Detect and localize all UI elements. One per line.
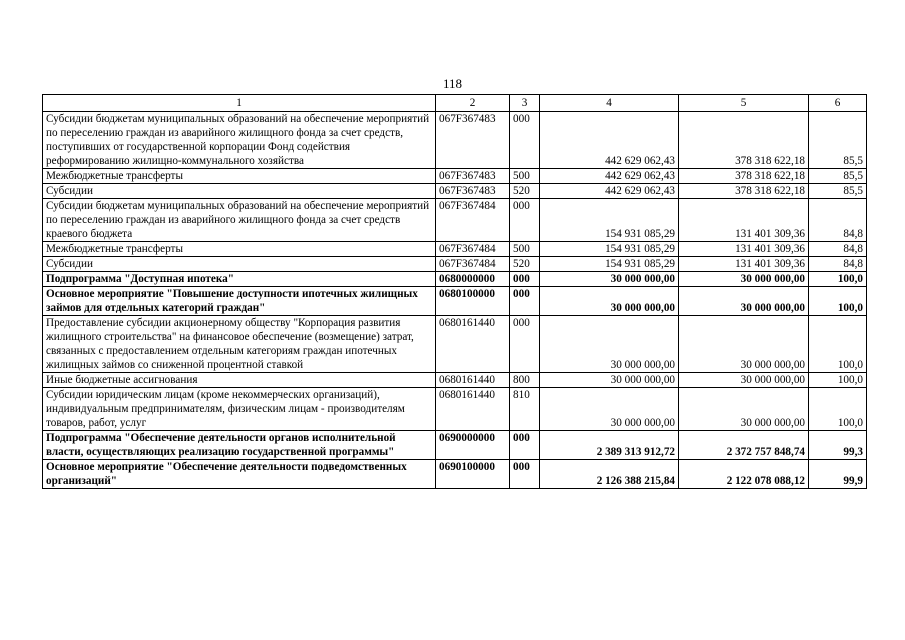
row-type-cell: 000 [510, 287, 540, 316]
page-number: 118 [442, 76, 463, 91]
row-plan-amount: 30 000 000,00 [540, 388, 679, 431]
row-percent: 100,0 [809, 316, 867, 373]
column-header: 6 [809, 95, 867, 112]
row-code-cell: 067F367483 [436, 169, 510, 184]
row-plan-amount: 154 931 085,29 [540, 242, 679, 257]
row-fact-amount: 2 122 078 088,12 [679, 460, 809, 489]
row-percent: 85,5 [809, 169, 867, 184]
row-name-cell: Субсидии бюджетам муниципальных образований на обеспечение мероприятий по переселению граждан из аварийного жилищного фонда за счет средств краевого бюджета [43, 199, 436, 242]
row-type-cell: 000 [510, 112, 540, 169]
row-fact-amount: 131 401 309,36 [679, 242, 809, 257]
row-code-cell: 0680100000 [436, 287, 510, 316]
row-percent: 84,8 [809, 257, 867, 272]
row-type-cell: 000 [510, 316, 540, 373]
column-header: 3 [510, 95, 540, 112]
row-plan-amount: 30 000 000,00 [540, 373, 679, 388]
row-code-cell: 0690000000 [436, 431, 510, 460]
row-type-cell: 000 [510, 431, 540, 460]
row-percent: 85,5 [809, 112, 867, 169]
column-header: 5 [679, 95, 809, 112]
row-name-cell: Субсидии [43, 184, 436, 199]
table-row [43, 242, 867, 257]
row-fact-amount: 2 372 757 848,74 [679, 431, 809, 460]
row-fact-amount: 378 318 622,18 [679, 184, 809, 199]
row-percent: 100,0 [809, 373, 867, 388]
row-fact-amount: 30 000 000,00 [679, 287, 809, 316]
budget-table [42, 94, 867, 489]
row-fact-amount: 30 000 000,00 [679, 316, 809, 373]
row-percent: 84,8 [809, 242, 867, 257]
row-name-cell: Субсидии юридическим лицам (кроме некоммерческих организаций), индивидуальным предпринимателям, физическим лицам - производителям товаров, работ, услуг [43, 388, 436, 431]
column-header: 4 [540, 95, 679, 112]
row-type-cell: 810 [510, 388, 540, 431]
table-row [43, 287, 867, 316]
row-plan-amount: 2 126 388 215,84 [540, 460, 679, 489]
row-code-cell: 067F367484 [436, 242, 510, 257]
table-row [43, 199, 867, 242]
row-fact-amount: 30 000 000,00 [679, 388, 809, 431]
column-header: 2 [436, 95, 510, 112]
table-row [43, 112, 867, 169]
row-name-cell: Межбюджетные трансферты [43, 242, 436, 257]
row-code-cell: 0680161440 [436, 316, 510, 373]
row-plan-amount: 442 629 062,43 [540, 184, 679, 199]
row-fact-amount: 30 000 000,00 [679, 272, 809, 287]
row-plan-amount: 442 629 062,43 [540, 169, 679, 184]
row-plan-amount: 2 389 313 912,72 [540, 431, 679, 460]
row-plan-amount: 30 000 000,00 [540, 272, 679, 287]
row-type-cell: 520 [510, 257, 540, 272]
row-percent: 100,0 [809, 272, 867, 287]
row-code-cell: 0690100000 [436, 460, 510, 489]
row-plan-amount: 442 629 062,43 [540, 112, 679, 169]
row-type-cell: 520 [510, 184, 540, 199]
row-plan-amount: 30 000 000,00 [540, 316, 679, 373]
table-row [43, 316, 867, 373]
row-code-cell: 067F367484 [436, 257, 510, 272]
row-name-cell: Предоставление субсидии акционерному обществу "Корпорация развития жилищного строительства" на финансовое обеспечение (возмещение) затрат, связанных с предоставлением отдельным категориям граждан ипотечных жилищных займов со сниженной процентной ставкой [43, 316, 436, 373]
row-percent: 84,8 [809, 199, 867, 242]
row-code-cell: 067F367483 [436, 184, 510, 199]
table-row [43, 272, 867, 287]
table-row [43, 169, 867, 184]
row-type-cell: 000 [510, 272, 540, 287]
row-name-cell: Основное мероприятие "Обеспечение деятельности подведомственных организаций" [43, 460, 436, 489]
row-code-cell: 0680161440 [436, 388, 510, 431]
row-percent: 100,0 [809, 287, 867, 316]
row-fact-amount: 131 401 309,36 [679, 199, 809, 242]
row-percent: 100,0 [809, 388, 867, 431]
column-header: 1 [43, 95, 436, 112]
row-name-cell: Основное мероприятие "Повышение доступности ипотечных жилищных займов для отдельных категорий граждан" [43, 287, 436, 316]
row-type-cell: 500 [510, 169, 540, 184]
row-plan-amount: 154 931 085,29 [540, 257, 679, 272]
row-name-cell: Подпрограмма "Обеспечение деятельности органов исполнительной власти, осуществляющих реализацию государственной программы" [43, 431, 436, 460]
row-code-cell: 067F367483 [436, 112, 510, 169]
row-code-cell: 0680000000 [436, 272, 510, 287]
row-fact-amount: 131 401 309,36 [679, 257, 809, 272]
row-type-cell: 000 [510, 460, 540, 489]
row-percent: 99,3 [809, 431, 867, 460]
row-code-cell: 0680161440 [436, 373, 510, 388]
header-row [43, 95, 867, 112]
row-fact-amount: 30 000 000,00 [679, 373, 809, 388]
table-row [43, 460, 867, 489]
table-row [43, 257, 867, 272]
row-code-cell: 067F367484 [436, 199, 510, 242]
table-row [43, 373, 867, 388]
row-plan-amount: 30 000 000,00 [540, 287, 679, 316]
row-name-cell: Субсидии [43, 257, 436, 272]
table-row [43, 388, 867, 431]
row-fact-amount: 378 318 622,18 [679, 112, 809, 169]
row-type-cell: 000 [510, 199, 540, 242]
row-percent: 99,9 [809, 460, 867, 489]
row-name-cell: Подпрограмма "Доступная ипотека" [43, 272, 436, 287]
row-name-cell: Субсидии бюджетам муниципальных образований на обеспечение мероприятий по переселению граждан из аварийного жилищного фонда за счет средств, поступивших от государственной корпорации Фонд содействия реформированию жилищно-коммунального хозяйства [43, 112, 436, 169]
row-type-cell: 800 [510, 373, 540, 388]
row-fact-amount: 378 318 622,18 [679, 169, 809, 184]
row-type-cell: 500 [510, 242, 540, 257]
table-row [43, 184, 867, 199]
table-row [43, 431, 867, 460]
row-percent: 85,5 [809, 184, 867, 199]
row-name-cell: Иные бюджетные ассигнования [43, 373, 436, 388]
row-name-cell: Межбюджетные трансферты [43, 169, 436, 184]
row-plan-amount: 154 931 085,29 [540, 199, 679, 242]
